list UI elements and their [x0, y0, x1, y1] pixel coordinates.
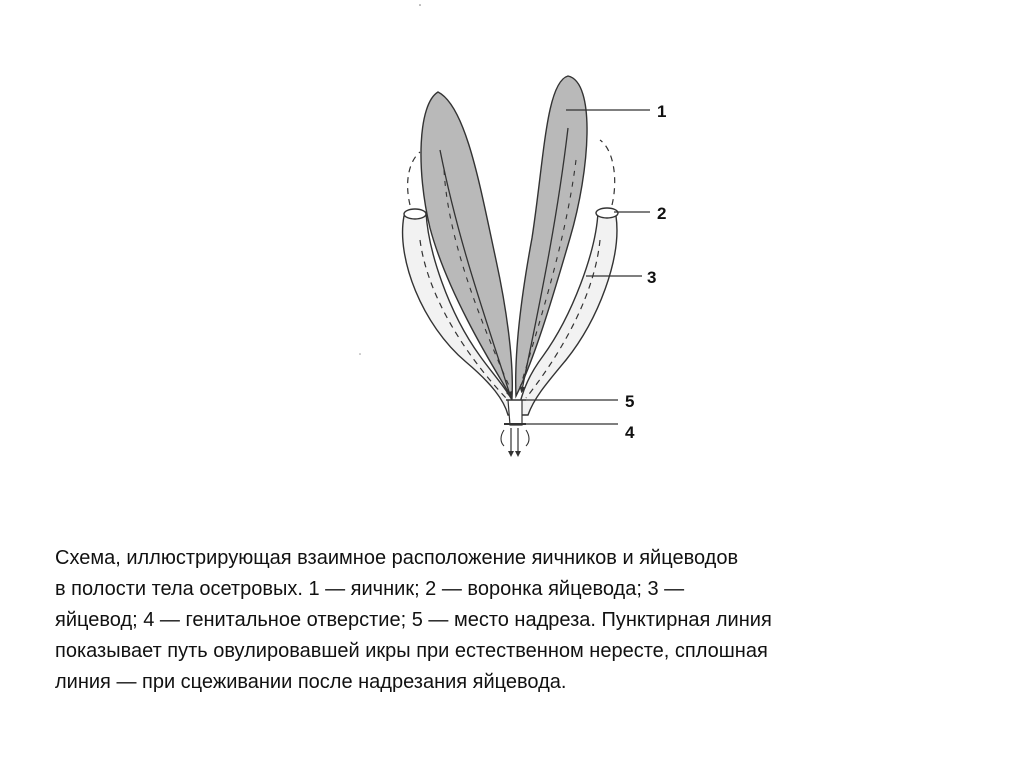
- genital-duct: [508, 400, 522, 425]
- label-oviduct: 3: [647, 268, 657, 287]
- label-genital-opening: 4: [625, 423, 635, 442]
- scan-speck: [419, 4, 421, 6]
- outflow-curl-left: [501, 430, 504, 446]
- caption-line: яйцевод; 4 — генитальное отверстие; 5 — место надреза. Пунктирная линия: [55, 609, 772, 631]
- caption-line: линия — при сцеживании после надрезания яйцевода.: [55, 671, 567, 693]
- outflow-curl-right: [526, 430, 529, 446]
- figure-caption: [55, 543, 995, 698]
- caption-line: показывает путь овулировавшей икры при естественном нересте, сплошная: [55, 640, 768, 662]
- left-oviduct-funnel: [404, 209, 426, 219]
- label-oviduct-funnel: 2: [657, 204, 667, 223]
- label-incision-site: 5: [625, 392, 635, 411]
- caption-line: в полости тела осетровых. 1 — яичник; 2 — воронка яйцевода; 3 —: [55, 578, 685, 600]
- right-oviduct-funnel: [596, 208, 618, 218]
- label-ovary: 1: [657, 102, 667, 121]
- scan-speck: [359, 353, 361, 355]
- caption-line: Схема, иллюстрирующая взаимное расположение яичников и яйцеводов: [55, 547, 739, 569]
